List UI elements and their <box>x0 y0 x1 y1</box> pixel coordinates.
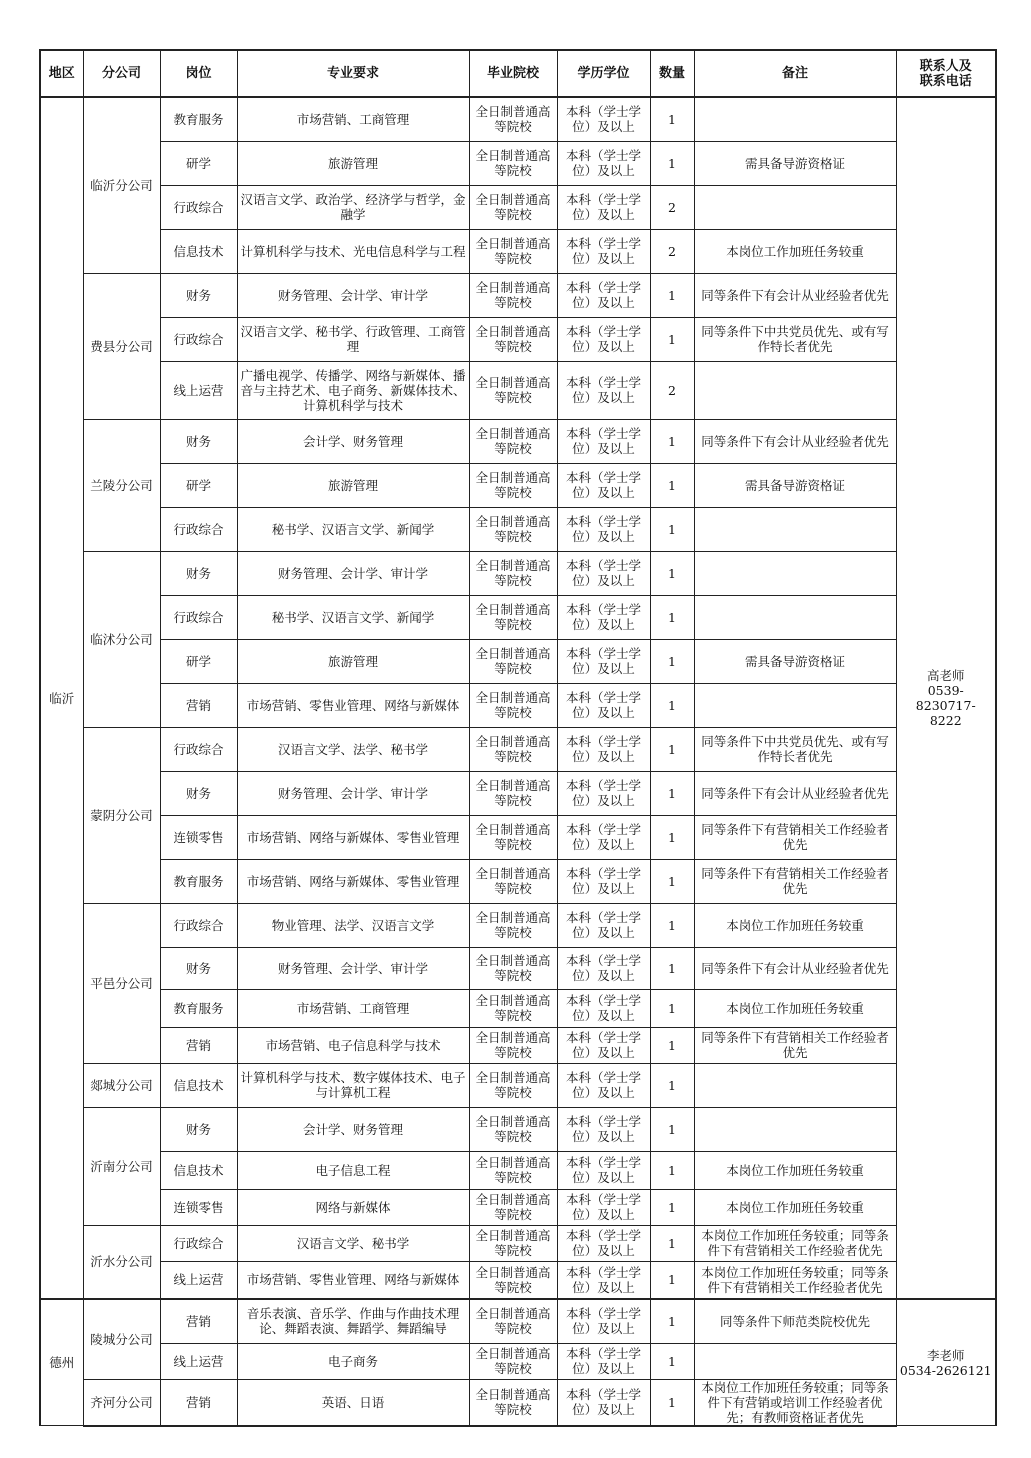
count-cell: 1 <box>650 317 694 361</box>
count-cell: 1 <box>650 683 694 727</box>
position-cell: 线上运营 <box>160 1343 237 1379</box>
table-row <box>40 1189 996 1225</box>
branch-cell: 兰陵分公司 <box>83 419 160 551</box>
school-cell: 全日制普通高等院校 <box>469 1225 557 1261</box>
school-cell: 全日制普通高等院校 <box>469 1151 557 1189</box>
school-cell: 全日制普通高等院校 <box>469 317 557 361</box>
note-cell: 同等条件下师范类院校优先 <box>694 1299 896 1343</box>
table-row <box>40 947 996 989</box>
position-cell: 行政综合 <box>160 317 237 361</box>
position-cell: 行政综合 <box>160 903 237 947</box>
contact-person: 李老师 <box>926 1347 965 1363</box>
major-cell: 汉语言文学、法学、秘书学 <box>237 727 469 771</box>
degree-cell: 本科（学士学位）及以上 <box>557 229 650 273</box>
major-cell: 市场营销、工商管理 <box>237 989 469 1027</box>
count-cell: 1 <box>650 727 694 771</box>
major-cell: 财务管理、会计学、审计学 <box>237 551 469 595</box>
degree-cell: 本科（学士学位）及以上 <box>557 185 650 229</box>
school-cell: 全日制普通高等院校 <box>469 727 557 771</box>
school-cell: 全日制普通高等院校 <box>469 361 557 419</box>
contact-phone-ext: 8222 <box>929 713 962 728</box>
table-row <box>40 229 996 273</box>
table-row <box>40 1151 996 1189</box>
position-cell: 信息技术 <box>160 1063 237 1107</box>
table-row <box>40 1063 996 1107</box>
header-contact-line2: 联系电话 <box>919 73 972 89</box>
school-cell: 全日制普通高等院校 <box>469 859 557 903</box>
table-row <box>40 1379 996 1426</box>
position-cell: 财务 <box>160 419 237 463</box>
table-row <box>40 463 996 507</box>
major-cell: 汉语言文学、秘书学 <box>237 1225 469 1261</box>
degree-cell: 本科（学士学位）及以上 <box>557 859 650 903</box>
major-cell: 市场营销、网络与新媒体、零售业管理 <box>237 815 469 859</box>
position-cell: 行政综合 <box>160 185 237 229</box>
school-cell: 全日制普通高等院校 <box>469 815 557 859</box>
school-cell: 全日制普通高等院校 <box>469 1063 557 1107</box>
major-cell: 市场营销、零售业管理、网络与新媒体 <box>237 1261 469 1299</box>
table-row <box>40 1225 996 1261</box>
table-row <box>40 859 996 903</box>
school-cell: 全日制普通高等院校 <box>469 551 557 595</box>
position-cell: 研学 <box>160 141 237 185</box>
position-cell: 教育服务 <box>160 97 237 141</box>
note-cell: 同等条件下有会计从业经验者优先 <box>694 273 896 317</box>
header-contact-line1: 联系人及 <box>919 58 972 74</box>
table-row <box>40 903 996 947</box>
school-cell: 全日制普通高等院校 <box>469 1027 557 1063</box>
school-cell: 全日制普通高等院校 <box>469 1261 557 1299</box>
major-cell: 旅游管理 <box>237 639 469 683</box>
major-cell: 财务管理、会计学、审计学 <box>237 273 469 317</box>
note-cell: 本岗位工作加班任务较重；同等条件下有营销相关工作经验者优先 <box>694 1225 896 1261</box>
position-cell: 信息技术 <box>160 229 237 273</box>
degree-cell: 本科（学士学位）及以上 <box>557 1189 650 1225</box>
degree-cell: 本科（学士学位）及以上 <box>557 903 650 947</box>
position-cell: 信息技术 <box>160 1151 237 1189</box>
position-cell: 线上运营 <box>160 361 237 419</box>
table-row <box>40 639 996 683</box>
count-cell: 1 <box>650 989 694 1027</box>
school-cell: 全日制普通高等院校 <box>469 595 557 639</box>
note-cell: 本岗位工作加班任务较重 <box>694 903 896 947</box>
school-cell: 全日制普通高等院校 <box>469 1107 557 1151</box>
branch-cell: 郯城分公司 <box>83 1063 160 1107</box>
major-cell: 市场营销、工商管理 <box>237 97 469 141</box>
note-cell: 同等条件下中共党员优先、或有写作特长者优先 <box>694 727 896 771</box>
major-cell: 英语、日语 <box>237 1379 469 1426</box>
count-cell: 2 <box>650 185 694 229</box>
table-row <box>40 361 996 419</box>
degree-cell: 本科（学士学位）及以上 <box>557 1063 650 1107</box>
position-cell: 营销 <box>160 683 237 727</box>
degree-cell: 本科（学士学位）及以上 <box>557 1379 650 1426</box>
degree-cell: 本科（学士学位）及以上 <box>557 1151 650 1189</box>
count-cell: 2 <box>650 229 694 273</box>
note-cell <box>694 1063 896 1107</box>
degree-cell: 本科（学士学位）及以上 <box>557 947 650 989</box>
contact-person: 高老师 <box>926 668 965 683</box>
table-row <box>40 97 996 141</box>
count-cell: 1 <box>650 1189 694 1225</box>
major-cell: 汉语言文学、秘书学、行政管理、工商管理 <box>237 317 469 361</box>
major-cell: 秘书学、汉语言文学、新闻学 <box>237 595 469 639</box>
table-header <box>40 50 996 97</box>
note-cell: 需具备导游资格证 <box>694 141 896 185</box>
major-cell: 汉语言文学、政治学、经济学与哲学，金融学 <box>237 185 469 229</box>
degree-cell: 本科（学士学位）及以上 <box>557 1299 650 1343</box>
position-cell: 财务 <box>160 273 237 317</box>
position-cell: 营销 <box>160 1027 237 1063</box>
note-cell: 本岗位工作加班任务较重 <box>694 1151 896 1189</box>
header-degree: 学历学位 <box>557 50 650 97</box>
degree-cell: 本科（学士学位）及以上 <box>557 273 650 317</box>
header-region: 地区 <box>40 50 83 97</box>
table-row <box>40 141 996 185</box>
note-cell: 同等条件下有营销相关工作经验者优先 <box>694 1027 896 1063</box>
school-cell: 全日制普通高等院校 <box>469 141 557 185</box>
position-cell: 教育服务 <box>160 859 237 903</box>
position-cell: 财务 <box>160 551 237 595</box>
count-cell: 1 <box>650 903 694 947</box>
table-row <box>40 683 996 727</box>
count-cell: 1 <box>650 97 694 141</box>
degree-cell: 本科（学士学位）及以上 <box>557 1107 650 1151</box>
recruitment-table <box>39 49 997 1427</box>
school-cell: 全日制普通高等院校 <box>469 683 557 727</box>
degree-cell: 本科（学士学位）及以上 <box>557 419 650 463</box>
count-cell: 1 <box>650 815 694 859</box>
major-cell: 会计学、财务管理 <box>237 1107 469 1151</box>
school-cell: 全日制普通高等院校 <box>469 419 557 463</box>
major-cell: 电子信息工程 <box>237 1151 469 1189</box>
contact-phone: 0539-8230717- <box>915 683 976 713</box>
count-cell: 2 <box>650 361 694 419</box>
school-cell: 全日制普通高等院校 <box>469 273 557 317</box>
major-cell: 网络与新媒体 <box>237 1189 469 1225</box>
degree-cell: 本科（学士学位）及以上 <box>557 815 650 859</box>
position-cell: 行政综合 <box>160 595 237 639</box>
header-branch: 分公司 <box>83 50 160 97</box>
branch-cell: 临沭分公司 <box>83 551 160 727</box>
contact-phone: 0534-2626121 <box>899 1362 992 1378</box>
position-cell: 研学 <box>160 639 237 683</box>
table-row <box>40 727 996 771</box>
note-cell: 需具备导游资格证 <box>694 639 896 683</box>
school-cell: 全日制普通高等院校 <box>469 185 557 229</box>
count-cell: 1 <box>650 639 694 683</box>
count-cell: 1 <box>650 947 694 989</box>
count-cell: 1 <box>650 1063 694 1107</box>
major-cell: 市场营销、零售业管理、网络与新媒体 <box>237 683 469 727</box>
degree-cell: 本科（学士学位）及以上 <box>557 507 650 551</box>
note-cell <box>694 683 896 727</box>
position-cell: 教育服务 <box>160 989 237 1027</box>
note-cell <box>694 361 896 419</box>
position-cell: 行政综合 <box>160 727 237 771</box>
note-cell: 同等条件下有会计从业经验者优先 <box>694 947 896 989</box>
region-cell: 临沂 <box>40 97 83 1299</box>
major-cell: 市场营销、电子信息科学与技术 <box>237 1027 469 1063</box>
degree-cell: 本科（学士学位）及以上 <box>557 97 650 141</box>
branch-cell: 齐河分公司 <box>83 1379 160 1426</box>
note-cell: 同等条件下有会计从业经验者优先 <box>694 419 896 463</box>
major-cell: 物业管理、法学、汉语言文学 <box>237 903 469 947</box>
note-cell <box>694 551 896 595</box>
header-contact <box>896 50 996 97</box>
degree-cell: 本科（学士学位）及以上 <box>557 727 650 771</box>
major-cell: 音乐表演、音乐学、作曲与作曲技术理论、舞蹈表演、舞蹈学、舞蹈编导 <box>237 1299 469 1343</box>
count-cell: 1 <box>650 1027 694 1063</box>
degree-cell: 本科（学士学位）及以上 <box>557 683 650 727</box>
degree-cell: 本科（学士学位）及以上 <box>557 551 650 595</box>
table-row <box>40 1261 996 1299</box>
branch-cell: 蒙阴分公司 <box>83 727 160 903</box>
contact-cell <box>896 97 996 1299</box>
table-row <box>40 1027 996 1063</box>
major-cell: 计算机科学与技术、光电信息科学与工程 <box>237 229 469 273</box>
note-cell: 本岗位工作加班任务较重；同等条件下有营销或培训工作经验者优先；有教师资格证者优先 <box>694 1379 896 1426</box>
school-cell: 全日制普通高等院校 <box>469 97 557 141</box>
count-cell: 1 <box>650 595 694 639</box>
school-cell: 全日制普通高等院校 <box>469 229 557 273</box>
header-note: 备注 <box>694 50 896 97</box>
table-row <box>40 185 996 229</box>
count-cell: 1 <box>650 1107 694 1151</box>
table-row <box>40 273 996 317</box>
note-cell <box>694 1343 896 1379</box>
degree-cell: 本科（学士学位）及以上 <box>557 141 650 185</box>
table-row <box>40 989 996 1027</box>
major-cell: 财务管理、会计学、审计学 <box>237 771 469 815</box>
table-row <box>40 419 996 463</box>
count-cell: 1 <box>650 1343 694 1379</box>
branch-cell: 沂水分公司 <box>83 1225 160 1299</box>
note-cell: 本岗位工作加班任务较重 <box>694 989 896 1027</box>
position-cell: 连锁零售 <box>160 815 237 859</box>
note-cell: 需具备导游资格证 <box>694 463 896 507</box>
note-cell: 同等条件下中共党员优先、或有写作特长者优先 <box>694 317 896 361</box>
branch-cell: 临沂分公司 <box>83 97 160 273</box>
school-cell: 全日制普通高等院校 <box>469 1299 557 1343</box>
table-row <box>40 815 996 859</box>
major-cell: 会计学、财务管理 <box>237 419 469 463</box>
count-cell: 1 <box>650 1151 694 1189</box>
position-cell: 营销 <box>160 1379 237 1426</box>
degree-cell: 本科（学士学位）及以上 <box>557 1027 650 1063</box>
position-cell: 财务 <box>160 1107 237 1151</box>
school-cell: 全日制普通高等院校 <box>469 771 557 815</box>
table-row <box>40 507 996 551</box>
table-row <box>40 1107 996 1151</box>
count-cell: 1 <box>650 273 694 317</box>
degree-cell: 本科（学士学位）及以上 <box>557 639 650 683</box>
count-cell: 1 <box>650 551 694 595</box>
branch-cell: 平邑分公司 <box>83 903 160 1063</box>
table-row <box>40 551 996 595</box>
note-cell: 本岗位工作加班任务较重 <box>694 229 896 273</box>
degree-cell: 本科（学士学位）及以上 <box>557 361 650 419</box>
note-cell: 同等条件下有营销相关工作经验者优先 <box>694 859 896 903</box>
school-cell: 全日制普通高等院校 <box>469 639 557 683</box>
school-cell: 全日制普通高等院校 <box>469 463 557 507</box>
major-cell: 旅游管理 <box>237 463 469 507</box>
note-cell <box>694 595 896 639</box>
region-cell: 德州 <box>40 1299 83 1426</box>
position-cell: 财务 <box>160 947 237 989</box>
school-cell: 全日制普通高等院校 <box>469 1343 557 1379</box>
table-row <box>40 1343 996 1379</box>
degree-cell: 本科（学士学位）及以上 <box>557 317 650 361</box>
contact-cell <box>896 1299 996 1426</box>
table-row <box>40 771 996 815</box>
count-cell: 1 <box>650 141 694 185</box>
table-row <box>40 317 996 361</box>
count-cell: 1 <box>650 859 694 903</box>
count-cell: 1 <box>650 1261 694 1299</box>
school-cell: 全日制普通高等院校 <box>469 1379 557 1426</box>
table-row <box>40 1299 996 1343</box>
table-body <box>40 97 996 1426</box>
major-cell: 市场营销、网络与新媒体、零售业管理 <box>237 859 469 903</box>
note-cell: 同等条件下有会计从业经验者优先 <box>694 771 896 815</box>
count-cell: 1 <box>650 1299 694 1343</box>
note-cell <box>694 1107 896 1151</box>
position-cell: 行政综合 <box>160 1225 237 1261</box>
degree-cell: 本科（学士学位）及以上 <box>557 1225 650 1261</box>
major-cell: 财务管理、会计学、审计学 <box>237 947 469 989</box>
school-cell: 全日制普通高等院校 <box>469 903 557 947</box>
position-cell: 线上运营 <box>160 1261 237 1299</box>
note-cell <box>694 185 896 229</box>
note-cell: 本岗位工作加班任务较重；同等条件下有营销相关工作经验者优先 <box>694 1261 896 1299</box>
major-cell: 电子商务 <box>237 1343 469 1379</box>
degree-cell: 本科（学士学位）及以上 <box>557 771 650 815</box>
note-cell: 本岗位工作加班任务较重 <box>694 1189 896 1225</box>
count-cell: 1 <box>650 1379 694 1426</box>
position-cell: 连锁零售 <box>160 1189 237 1225</box>
header-position: 岗位 <box>160 50 237 97</box>
table-row <box>40 595 996 639</box>
position-cell: 财务 <box>160 771 237 815</box>
school-cell: 全日制普通高等院校 <box>469 507 557 551</box>
count-cell: 1 <box>650 463 694 507</box>
position-cell: 营销 <box>160 1299 237 1343</box>
count-cell: 1 <box>650 419 694 463</box>
position-cell: 研学 <box>160 463 237 507</box>
degree-cell: 本科（学士学位）及以上 <box>557 595 650 639</box>
degree-cell: 本科（学士学位）及以上 <box>557 1261 650 1299</box>
header-major: 专业要求 <box>237 50 469 97</box>
major-cell: 旅游管理 <box>237 141 469 185</box>
branch-cell: 费县分公司 <box>83 273 160 419</box>
branch-cell: 沂南分公司 <box>83 1107 160 1225</box>
degree-cell: 本科（学士学位）及以上 <box>557 989 650 1027</box>
degree-cell: 本科（学士学位）及以上 <box>557 1343 650 1379</box>
school-cell: 全日制普通高等院校 <box>469 989 557 1027</box>
position-cell: 行政综合 <box>160 507 237 551</box>
degree-cell: 本科（学士学位）及以上 <box>557 463 650 507</box>
note-cell <box>694 507 896 551</box>
count-cell: 1 <box>650 771 694 815</box>
header-count: 数量 <box>650 50 694 97</box>
major-cell: 广播电视学、传播学、网络与新媒体、播音与主持艺术、电子商务、新媒体技术、计算机科学与技术 <box>237 361 469 419</box>
school-cell: 全日制普通高等院校 <box>469 947 557 989</box>
header-school: 毕业院校 <box>469 50 557 97</box>
major-cell: 秘书学、汉语言文学、新闻学 <box>237 507 469 551</box>
count-cell: 1 <box>650 507 694 551</box>
note-cell <box>694 97 896 141</box>
note-cell: 同等条件下有营销相关工作经验者优先 <box>694 815 896 859</box>
school-cell: 全日制普通高等院校 <box>469 1189 557 1225</box>
count-cell: 1 <box>650 1225 694 1261</box>
branch-cell: 陵城分公司 <box>83 1299 160 1379</box>
major-cell: 计算机科学与技术、数字媒体技术、电子与计算机工程 <box>237 1063 469 1107</box>
